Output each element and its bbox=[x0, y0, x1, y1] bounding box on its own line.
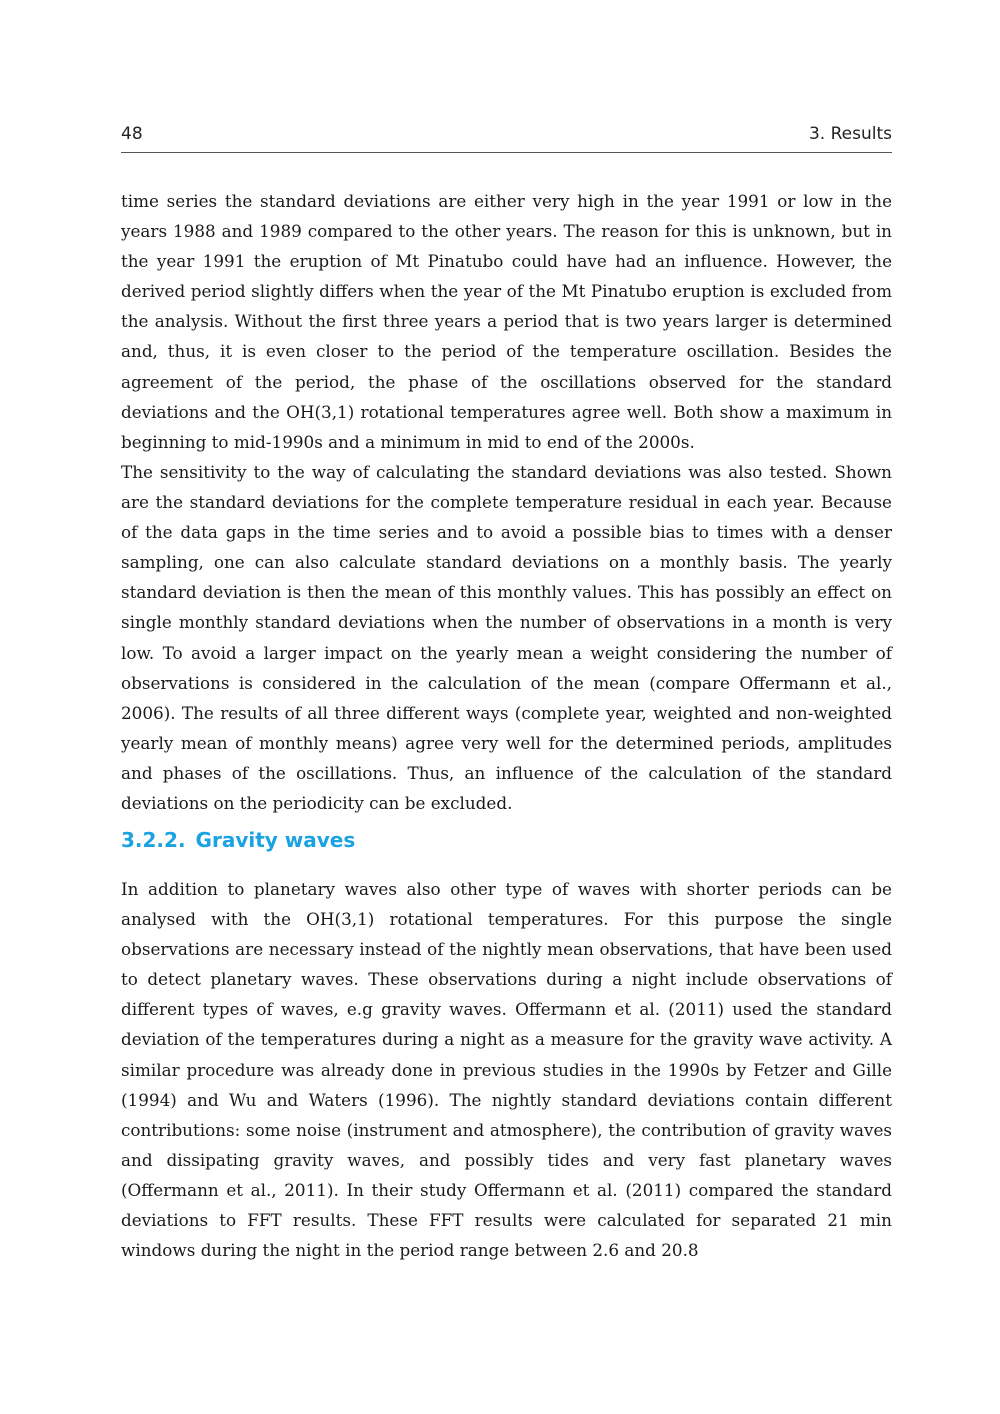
body-paragraph-2: The sensitivity to the way of calculating the standard deviations was also tested. Shown are the standard deviations for the complete temperature residual in each year. Because of the data gaps in the time series and to avoid a possible bias to times with a denser sampling, one can also calculate standard deviations on a monthly basis. The yearly standard deviation is then the mean of this monthly values. This has possibly an effect on single monthly standard deviations when the number of observations in a month is very low. To avoid a larger impact on the yearly mean a weight considering the number of observations is considered in the calculation of the mean (compare Offermann et al., 2006). The results of all three different ways (complete year, weighted and non-weighted yearly mean of monthly means) agree very well for the determined periods, amplitudes and phases of the oscillations. Thus, an influence of the calculation of the standard deviations on the periodicity can be excluded. bbox=[121, 462, 892, 814]
body-paragraph-3: In addition to planetary waves also other type of waves with shorter periods can be analysed with the OH(3,1) rotational temperatures. For this purpose the single observations are necessary instead of the nightly mean observations, that have been used to detect planetary waves. These observations during a night include observations of different types of waves, e.g gravity waves. Offermann et al. (2011) used the standard deviation of the temperatures during a night as a measure for the gravity wave activity. A similar procedure was already done in previous studies in the 1990s by Fetzer and Gille (1994) and Wu and Waters (1996). The nightly standard deviations contain different contributions: some noise (instrument and atmosphere), the contribution of gravity waves and dissipating gravity waves, and possibly tides and very fast planetary waves (Offermann et al., 2011). In their study Offermann et al. (2011) compared the standard deviations to FFT results. These FFT results were calculated for separated 21 min windows during the night in the period range between 2.6 and 20.8 bbox=[121, 879, 892, 1261]
section-heading bbox=[121, 828, 355, 852]
body-paragraph-1: time series the standard deviations are either very high in the year 1991 or low in the years 1988 and 1989 compared to the other years. The reason for this is unknown, but in the year 1991 the eruption of Mt Pinatubo could have had an influence. However, the derived period slightly differs when the year of the Mt Pinatubo eruption is excluded from the analysis. Without the first three years a period that is two years larger is determined and, thus, it is even closer to the period of the temperature oscillation. Besides the agreement of the period, the phase of the oscillations observed for the standard deviations and the OH(3,1) rotational temperatures agree well. Both show a maximum in beginning to mid-1990s and a minimum in mid to end of the 2000s. bbox=[121, 191, 892, 452]
section-title: Gravity waves bbox=[195, 828, 356, 852]
page-header bbox=[121, 124, 892, 153]
running-head-chapter: 3. Results bbox=[808, 124, 892, 144]
page-number: 48 bbox=[121, 124, 143, 144]
section-number: 3.2.2. bbox=[121, 828, 186, 852]
